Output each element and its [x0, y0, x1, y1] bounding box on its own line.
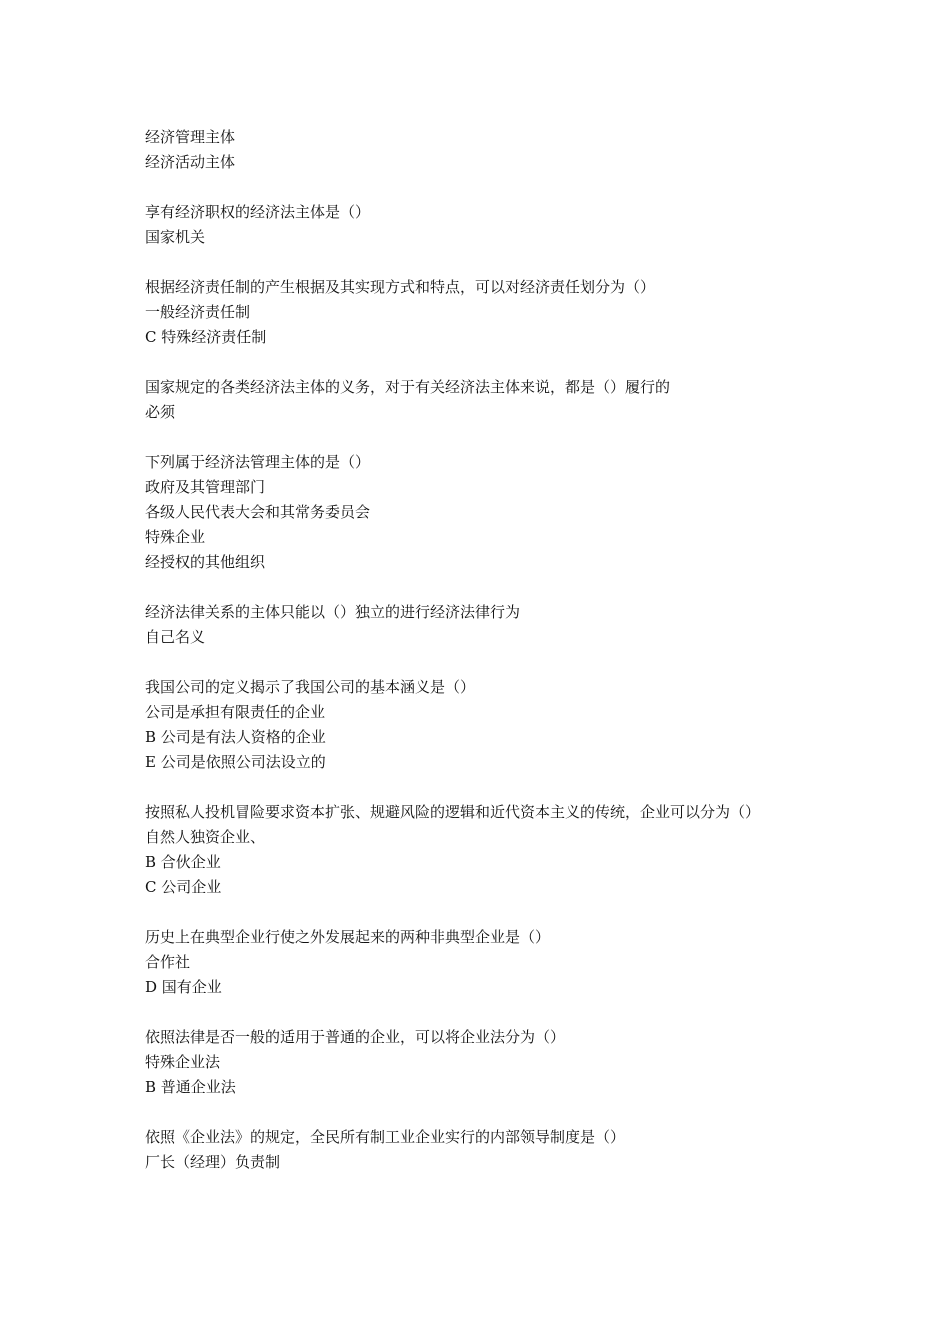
- question-text: 依照法律是否一般的适用于普通的企业，可以将企业法分为（）: [145, 1028, 566, 1046]
- question-text: 按照私人投机冒险要求资本扩张、规避风险的逻辑和近代资本主义的传统，企业可以分为（）: [145, 803, 761, 821]
- text-line: 经济活动主体: [145, 153, 236, 171]
- answer-option: C 公司企业: [145, 878, 222, 896]
- answer-option: D 国有企业: [145, 978, 222, 996]
- answer-option: 经授权的其他组织: [145, 553, 266, 571]
- answer-option: 自己名义: [145, 628, 206, 646]
- answer-option: 一般经济责任制: [145, 303, 251, 321]
- answer-option: 特殊企业: [145, 528, 206, 546]
- answer-option: 特殊企业法: [145, 1053, 221, 1071]
- answer-option: B 公司是有法人资格的企业: [145, 728, 326, 746]
- question-block: [145, 375, 815, 425]
- question-text: 经济法律关系的主体只能以（）独立的进行经济法律行为: [145, 603, 521, 621]
- answer-option: 国家机关: [145, 228, 206, 246]
- answer-option: 必须: [145, 403, 176, 421]
- answer-option: E 公司是依照公司法设立的: [145, 753, 326, 771]
- answer-option: B 合伙企业: [145, 853, 221, 871]
- answer-option: 公司是承担有限责任的企业: [145, 703, 326, 721]
- question-text: 历史上在典型企业行使之外发展起来的两种非典型企业是（）: [145, 928, 551, 946]
- question-block: [145, 200, 815, 250]
- question-text: 我国公司的定义揭示了我国公司的基本涵义是（）: [145, 678, 476, 696]
- question-block: [145, 800, 815, 900]
- question-block: [145, 275, 815, 350]
- answer-option: B 普通企业法: [145, 1078, 236, 1096]
- text-line: 经济管理主体: [145, 128, 236, 146]
- question-text: 依照《企业法》的规定，全民所有制工业企业实行的内部领导制度是（）: [145, 1128, 626, 1146]
- question-text: 享有经济职权的经济法主体是（）: [145, 203, 371, 221]
- answer-option: 厂长（经理）负责制: [145, 1153, 281, 1171]
- question-block: [145, 450, 815, 575]
- question-text: 国家规定的各类经济法主体的义务，对于有关经济法主体来说，都是（）履行的: [145, 378, 671, 396]
- answer-option: C 特殊经济责任制: [145, 328, 267, 346]
- question-text: 下列属于经济法管理主体的是（）: [145, 453, 371, 471]
- answer-option: 各级人民代表大会和其常务委员会: [145, 503, 371, 521]
- question-text: 根据经济责任制的产生根据及其实现方式和特点，可以对经济责任划分为（）: [145, 278, 656, 296]
- question-block: [145, 125, 815, 175]
- question-block: [145, 1125, 815, 1175]
- answer-option: 自然人独资企业、: [145, 828, 266, 846]
- answer-option: 政府及其管理部门: [145, 478, 266, 496]
- document-page: [145, 125, 815, 1200]
- answer-option: 合作社: [145, 953, 191, 971]
- question-block: [145, 925, 815, 1000]
- question-block: [145, 1025, 815, 1100]
- question-block: [145, 675, 815, 775]
- question-block: [145, 600, 815, 650]
